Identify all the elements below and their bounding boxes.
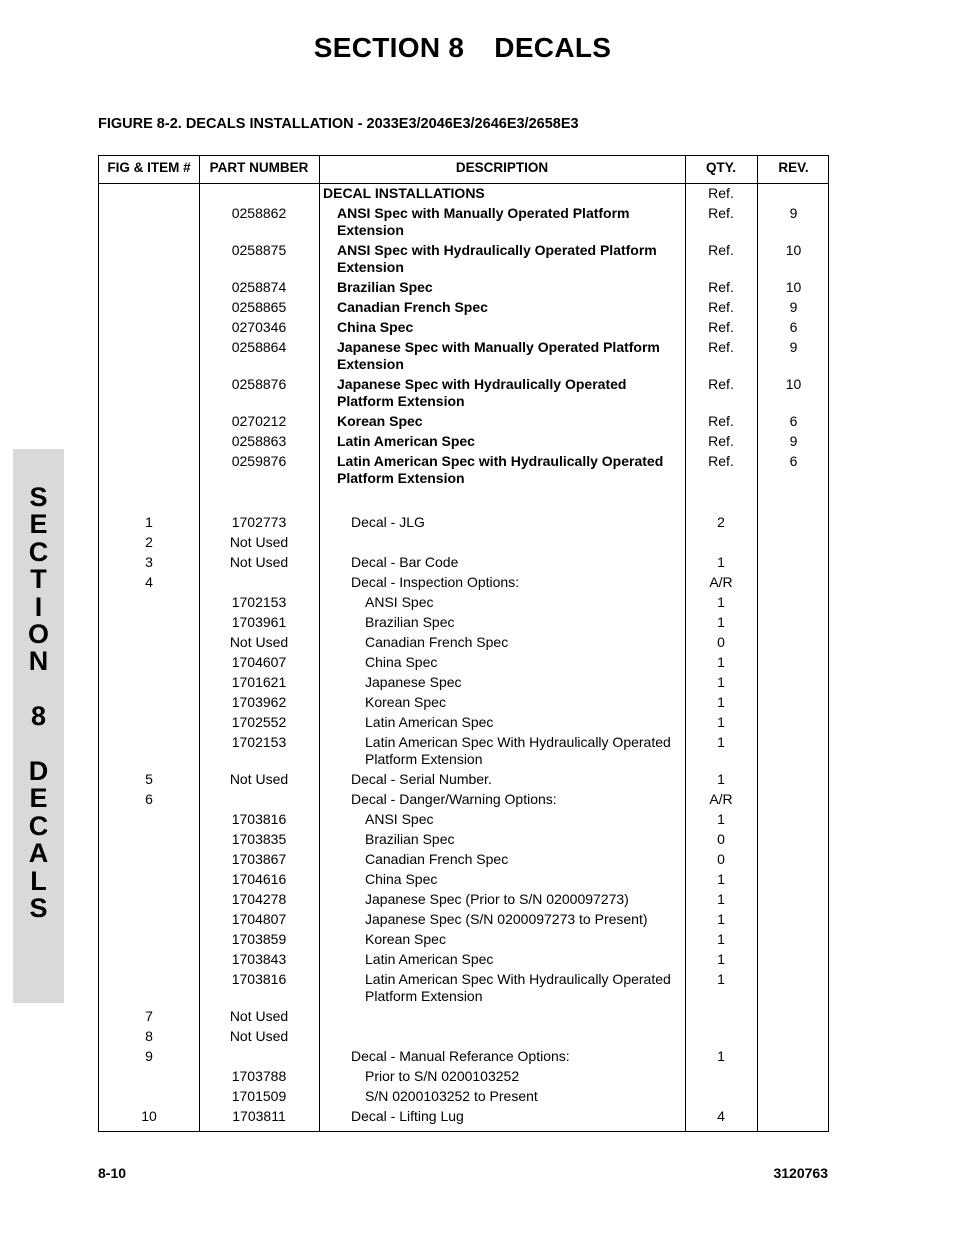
fig-item-cell: 5 [145, 771, 153, 787]
qty-cell: A/R [709, 791, 733, 807]
part-number-cell: Not Used [229, 634, 289, 650]
page-number: 8-10 [98, 1165, 127, 1181]
table-row [99, 431, 828, 451]
fig-item-cell: 10 [141, 1108, 157, 1124]
column-header-qty: QTY. [705, 160, 736, 175]
rev-cell: 6 [789, 453, 798, 469]
fig-item-cell: 1 [145, 514, 153, 530]
qty-cell: A/R [709, 574, 733, 590]
description-cell: Brazilian Spec [337, 279, 433, 295]
part-number-cell: Not Used [229, 1008, 289, 1024]
part-number-cell: 0259876 [231, 453, 287, 469]
table-row [99, 712, 828, 732]
table-body [99, 183, 828, 1126]
table-row [99, 1066, 828, 1086]
page-title [0, 32, 925, 64]
part-number-cell: 1701621 [231, 674, 287, 690]
part-number-cell: 1704807 [231, 911, 287, 927]
table-row [99, 692, 828, 712]
table-row [99, 183, 828, 203]
qty-cell: Ref. [708, 319, 734, 335]
table-row [99, 889, 828, 909]
qty-cell: 1 [717, 911, 725, 927]
qty-cell: Ref. [708, 413, 734, 429]
side-tab-letter: L [30, 865, 47, 896]
side-tab-letter: A [28, 838, 49, 869]
description-cell: DECAL INSTALLATIONS [323, 185, 485, 201]
part-number-cell: 1703962 [231, 694, 287, 710]
table-row [99, 374, 828, 411]
table-row [99, 789, 828, 809]
table-row [99, 849, 828, 869]
description-cell: Prior to S/N 0200103252 [365, 1068, 520, 1084]
description-cell: S/N 0200103252 to Present [365, 1088, 538, 1104]
qty-cell: 1 [717, 891, 725, 907]
description-cell: Japanese Spec [365, 674, 462, 690]
qty-cell: 4 [717, 1108, 725, 1124]
figure-title: FIGURE 8-2. DECALS INSTALLATION - 2033E3/2046E3/2646E3/2658E3 [98, 116, 579, 132]
table-row [99, 1046, 828, 1066]
column-header-fig: FIG & ITEM # [107, 160, 191, 175]
column-header-rev: REV. [778, 160, 809, 175]
part-number-cell: 1704607 [231, 654, 287, 670]
rev-cell: 6 [789, 319, 798, 335]
table-row [99, 552, 828, 572]
fig-item-cell: 6 [145, 791, 153, 807]
column-header-description: DESCRIPTION [455, 160, 549, 175]
description-cell: ANSI Spec with Manually Operated Platform Extension [337, 205, 630, 238]
description-cell: Latin American Spec With Hydraulically Operated Platform Extension [365, 971, 671, 1004]
qty-cell: 1 [717, 734, 725, 750]
description-cell: Korean Spec [337, 413, 423, 429]
table-row [99, 592, 828, 612]
rev-cell: 9 [789, 205, 798, 221]
table-row [99, 652, 828, 672]
description-cell: Decal - Manual Referance Options: [351, 1048, 570, 1064]
qty-cell: 1 [717, 594, 725, 610]
side-tab-letter: D [28, 756, 49, 786]
table-row [99, 451, 828, 512]
side-tab-letter: O [27, 619, 49, 649]
description-cell: Latin American Spec [337, 433, 475, 449]
part-number-cell: 1703961 [231, 614, 287, 630]
parts-table [98, 155, 829, 1132]
description-cell: Canadian French Spec [365, 851, 509, 867]
qty-cell: Ref. [708, 453, 734, 469]
table-row [99, 411, 828, 431]
table-row [99, 512, 828, 532]
side-tab-letter: T [30, 564, 47, 595]
side-tab-letter: C [28, 810, 49, 841]
qty-cell: 1 [717, 654, 725, 670]
qty-cell: 1 [717, 714, 725, 730]
description-cell: Decal - Bar Code [351, 554, 459, 570]
document-number: 3120763 [773, 1165, 828, 1181]
side-tab-letter: C [28, 536, 49, 567]
table-row [99, 1086, 828, 1106]
description-cell: Latin American Spec [365, 951, 494, 967]
description-cell: Decal - Serial Number. [351, 771, 492, 787]
side-tab-letter: I [34, 591, 43, 622]
part-number-cell: 0270346 [231, 319, 287, 335]
side-tab-letter: S [29, 893, 48, 923]
qty-cell: 1 [717, 951, 725, 967]
description-cell: Decal - Lifting Lug [351, 1108, 464, 1124]
part-number-cell: 1702552 [231, 714, 287, 730]
description-cell: Decal - JLG [351, 514, 425, 530]
table-row [99, 732, 828, 769]
qty-cell: Ref. [708, 242, 734, 258]
qty-cell: 1 [717, 971, 725, 987]
part-number-cell: 1703867 [231, 851, 287, 867]
description-cell: ANSI Spec [365, 811, 434, 827]
description-cell: Decal - Danger/Warning Options: [351, 791, 557, 807]
part-number-cell: Not Used [229, 534, 289, 550]
part-number-cell: 1704278 [231, 891, 287, 907]
qty-cell: 1 [717, 931, 725, 947]
part-number-cell: 1703843 [231, 951, 287, 967]
table-row [99, 809, 828, 829]
description-cell: Canadian French Spec [337, 299, 488, 315]
table-row [99, 909, 828, 929]
table-row [99, 203, 828, 240]
rev-cell: 9 [789, 433, 798, 449]
qty-cell: 0 [717, 831, 725, 847]
part-number-cell: Not Used [229, 771, 289, 787]
part-number-cell: 1703816 [231, 971, 287, 987]
description-cell: China Spec [365, 871, 438, 887]
rev-cell: 10 [785, 242, 802, 258]
side-tab-letter: E [29, 509, 48, 540]
table-row [99, 297, 828, 317]
part-number-cell: 0258863 [231, 433, 287, 449]
part-number-cell: 0258876 [231, 376, 287, 392]
section-side-tab [13, 449, 64, 1003]
qty-cell: 0 [717, 634, 725, 650]
description-cell: Japanese Spec with Manually Operated Platform Extension [337, 339, 660, 372]
qty-cell: 0 [717, 851, 725, 867]
table-row [99, 532, 828, 552]
fig-item-cell: 3 [145, 554, 153, 570]
table-row [99, 929, 828, 949]
part-number-cell: 1702153 [231, 594, 287, 610]
qty-cell: 1 [717, 694, 725, 710]
qty-cell: 1 [717, 771, 725, 787]
part-number-cell: 0258865 [231, 299, 287, 315]
qty-cell: Ref. [708, 376, 734, 392]
table-row [99, 1006, 828, 1026]
part-number-cell: 1703788 [231, 1068, 287, 1084]
description-cell: Canadian French Spec [365, 634, 509, 650]
part-number-cell: 1703816 [231, 811, 287, 827]
part-number-cell: Not Used [229, 1028, 289, 1044]
qty-cell: 1 [717, 1048, 725, 1064]
side-tab-letter: 8 [30, 701, 47, 732]
part-number-cell: 1701509 [231, 1088, 287, 1104]
fig-item-cell: 2 [145, 534, 153, 550]
side-tab-letter: E [29, 783, 48, 814]
qty-cell: Ref. [708, 433, 734, 449]
fig-item-cell: 4 [145, 574, 153, 590]
part-number-cell: 1702773 [231, 514, 287, 530]
table-row [99, 337, 828, 374]
table-row [99, 240, 828, 277]
qty-cell: Ref. [708, 339, 734, 355]
fig-item-cell: 9 [145, 1048, 153, 1064]
description-cell: Korean Spec [365, 694, 446, 710]
table-row [99, 317, 828, 337]
section-name: DECALS [494, 32, 612, 63]
description-cell: Brazilian Spec [365, 614, 455, 630]
rev-cell: 6 [789, 413, 798, 429]
section-label: SECTION 8 [313, 32, 465, 63]
qty-cell: Ref. [708, 299, 734, 315]
table-row [99, 769, 828, 789]
rev-cell: 10 [785, 376, 802, 392]
part-number-cell: 0258874 [231, 279, 287, 295]
table-row [99, 572, 828, 592]
qty-cell: Ref. [708, 279, 734, 295]
table-row [99, 969, 828, 1006]
rev-cell: 9 [789, 299, 798, 315]
part-number-cell: 0258864 [231, 339, 287, 355]
rev-cell: 9 [789, 339, 798, 355]
description-cell: Latin American Spec with Hydraulically Operated Platform Extension [337, 453, 664, 486]
fig-item-cell: 8 [145, 1028, 153, 1044]
description-cell: Korean Spec [365, 931, 446, 947]
qty-cell: 1 [717, 871, 725, 887]
table-row [99, 632, 828, 652]
part-number-cell: 1702153 [231, 734, 287, 750]
description-cell: ANSI Spec [365, 594, 434, 610]
description-cell: Latin American Spec With Hydraulically Operated Platform Extension [365, 734, 671, 767]
description-cell: Japanese Spec with Hydraulically Operated Platform Extension [337, 376, 627, 409]
table-row [99, 672, 828, 692]
side-tab-letter: S [29, 482, 48, 512]
part-number-cell: 0258862 [231, 205, 287, 221]
table-row [99, 869, 828, 889]
side-tab-letter: N [28, 646, 49, 677]
description-cell: ANSI Spec with Hydraulically Operated Platform Extension [337, 242, 657, 275]
table-row [99, 949, 828, 969]
rev-cell: 10 [785, 279, 802, 295]
qty-cell: Ref. [708, 185, 734, 201]
part-number-cell: 0258875 [231, 242, 287, 258]
description-cell: Decal - Inspection Options: [351, 574, 520, 590]
part-number-cell: 0270212 [231, 413, 287, 429]
part-number-cell: 1704616 [231, 871, 287, 887]
description-cell: Brazilian Spec [365, 831, 455, 847]
table-row [99, 277, 828, 297]
column-header-part: PART NUMBER [209, 160, 309, 175]
part-number-cell: Not Used [229, 554, 289, 570]
qty-cell: 1 [717, 614, 725, 630]
table-row [99, 612, 828, 632]
table-row [99, 1106, 828, 1126]
qty-cell: 1 [717, 811, 725, 827]
part-number-cell: 1703859 [231, 931, 287, 947]
description-cell: China Spec [337, 319, 414, 335]
description-cell: Latin American Spec [365, 714, 494, 730]
part-number-cell: 1703835 [231, 831, 287, 847]
description-cell: China Spec [365, 654, 438, 670]
table-row [99, 1026, 828, 1046]
qty-cell: Ref. [708, 205, 734, 221]
qty-cell: 1 [717, 554, 725, 570]
qty-cell: 1 [717, 674, 725, 690]
fig-item-cell: 7 [145, 1008, 153, 1024]
description-cell: Japanese Spec (Prior to S/N 0200097273) [365, 891, 629, 907]
qty-cell: 2 [717, 514, 725, 530]
part-number-cell: 1703811 [232, 1108, 286, 1124]
description-cell: Japanese Spec (S/N 0200097273 to Present) [365, 911, 648, 927]
table-row [99, 829, 828, 849]
